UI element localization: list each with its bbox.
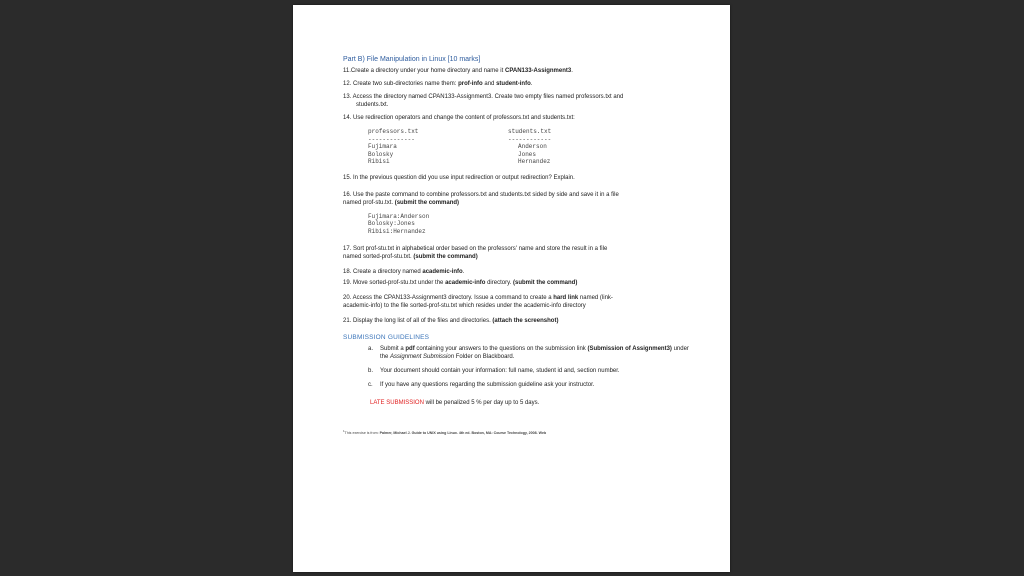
- item-c-text: If you have any questions regarding the submission guideline ask your instructor.: [380, 382, 595, 388]
- item-marker: b.: [368, 368, 374, 374]
- item-marker: c.: [368, 382, 373, 388]
- q12-bold-1: prof-info: [458, 81, 483, 87]
- professors-column: [368, 128, 508, 166]
- submission-item-b: [368, 367, 693, 375]
- professors-header: professors.txt: [368, 128, 419, 135]
- professor-row: Fujimara: [368, 143, 397, 150]
- item-marker: a.: [368, 346, 374, 352]
- q21-text: 21. Display the long list of all of the files and directories.: [343, 318, 493, 324]
- submission-item-a: [368, 345, 693, 361]
- q17-bold: (submit the command): [413, 254, 478, 260]
- submission-heading: SUBMISSION GUIDELINES: [343, 334, 430, 341]
- late-submission-note: [370, 399, 693, 407]
- q17-line-2: named sorted-prof-stu.txt.: [343, 254, 414, 260]
- q11-bold: CPAN133-Assignment3: [504, 68, 572, 74]
- question-12: [343, 80, 693, 88]
- professor-row: Bolosky: [368, 150, 394, 158]
- item-a-bold-2: (Submission of Assignment3): [587, 346, 672, 352]
- q21-bold: (attach the screenshot): [492, 318, 559, 324]
- paste-output-row: Bolosky:Jones: [368, 220, 415, 227]
- file-contents-table: [368, 128, 693, 166]
- q13-line-1: 13. Access the directory named CPAN133-Assignment3. Create two empty files named professors.txt and: [343, 94, 624, 100]
- question-13: [343, 93, 693, 109]
- item-a-text: Submit a: [380, 346, 406, 352]
- q16-line-2: named prof-stu.txt.: [343, 199, 395, 206]
- question-14: 14. Use redirection operators and change the content of professors.txt and students.txt:: [343, 115, 575, 121]
- q16-line-1: 16. Use the paste command to combine professors.txt and students.txt sided by side and save it in a file: [343, 191, 619, 198]
- q18-end: .: [462, 269, 465, 275]
- q12-text: 12. Create two sub-directories name them:: [343, 81, 459, 87]
- item-a-bold: pdf: [405, 346, 415, 352]
- late-submission-label: LATE SUBMISSION: [370, 400, 424, 406]
- q13-line-2: students.txt.: [356, 102, 389, 108]
- q18-bold: academic-info: [422, 269, 463, 275]
- paste-output-row: Fujimara:Anderson: [368, 212, 430, 220]
- q12-mid: and: [482, 81, 497, 87]
- question-18: [343, 268, 693, 276]
- q11-text: 11.Create a directory under your home directory and name it: [343, 68, 505, 74]
- question-15: 15. In the previous question did you use input redirection or output redirection? Explain.: [343, 174, 575, 181]
- question-16: [343, 191, 693, 207]
- paste-output: [368, 213, 693, 236]
- submission-list: [368, 345, 693, 389]
- question-20: [343, 294, 693, 310]
- student-row: Anderson: [518, 143, 547, 150]
- q11-end: .: [571, 68, 573, 74]
- question-21: [343, 317, 693, 325]
- item-a-end: Folder on Blackboard.: [454, 354, 515, 360]
- q20-text: 20. Access the CPAN133-Assignment3 directory. Issue a command to create a: [343, 295, 554, 301]
- student-row: Jones: [518, 150, 537, 158]
- item-b-text: Your document should contain your information: full name, student id and, section number.: [380, 368, 620, 374]
- professor-row: Ribisi: [368, 158, 390, 165]
- footnote-text: This exercise is from:: [344, 431, 380, 436]
- students-column: [508, 128, 648, 166]
- q18-text: 18. Create a directory named: [343, 269, 423, 275]
- late-submission-text: will be penalized 5 % per day up to 5 days.: [423, 400, 540, 406]
- q12-end: .: [530, 81, 533, 87]
- footnote-citation: Palmer, Michael J. Guide to UNIX using Linux. 4th ed. Boston, MA: Course Technology, 2008. Web: [379, 431, 547, 436]
- students-rule: ------------: [508, 135, 552, 143]
- submission-item-c: [368, 381, 693, 389]
- student-row: Hernandez: [518, 158, 551, 165]
- q20-line-2: academic-info) to the file sorted-prof-stu.txt which resides under the academic-info directory: [343, 303, 586, 309]
- q19-bold-2: (submit the command): [512, 280, 578, 286]
- paste-output-row: Ribisi:Hernandez: [368, 227, 426, 235]
- q20-end: named (link-: [578, 295, 613, 301]
- students-header: students.txt: [508, 128, 552, 135]
- item-a-italic: Assignment Submission: [390, 354, 455, 360]
- q19-mid: directory.: [485, 280, 513, 286]
- q16-bold: (submit the command): [394, 199, 460, 206]
- q19-bold-1: academic-info: [445, 280, 486, 286]
- item-a-under: under the: [380, 346, 689, 360]
- document-content: [343, 55, 693, 436]
- q20-bold: hard link: [553, 295, 579, 301]
- question-19: [343, 279, 693, 287]
- question-17: [343, 245, 693, 261]
- item-a-mid: containing your answers to the questions on the submission link: [414, 346, 586, 352]
- footnote-marker: 1: [343, 429, 345, 433]
- professors-rule: -------------: [368, 135, 415, 143]
- section-heading: Part B) File Manipulation in Linux [10 marks]: [343, 56, 481, 63]
- q12-bold-2: student-info: [496, 81, 531, 87]
- question-11: [343, 67, 693, 75]
- footnote: [343, 429, 693, 436]
- q17-line-1: 17. Sort prof-stu.txt in alphabetical order based on the professors' name and store the result in a file: [343, 246, 608, 252]
- document-page: [293, 5, 730, 572]
- q19-text: 19. Move sorted-prof-stu.txt under the: [343, 280, 446, 286]
